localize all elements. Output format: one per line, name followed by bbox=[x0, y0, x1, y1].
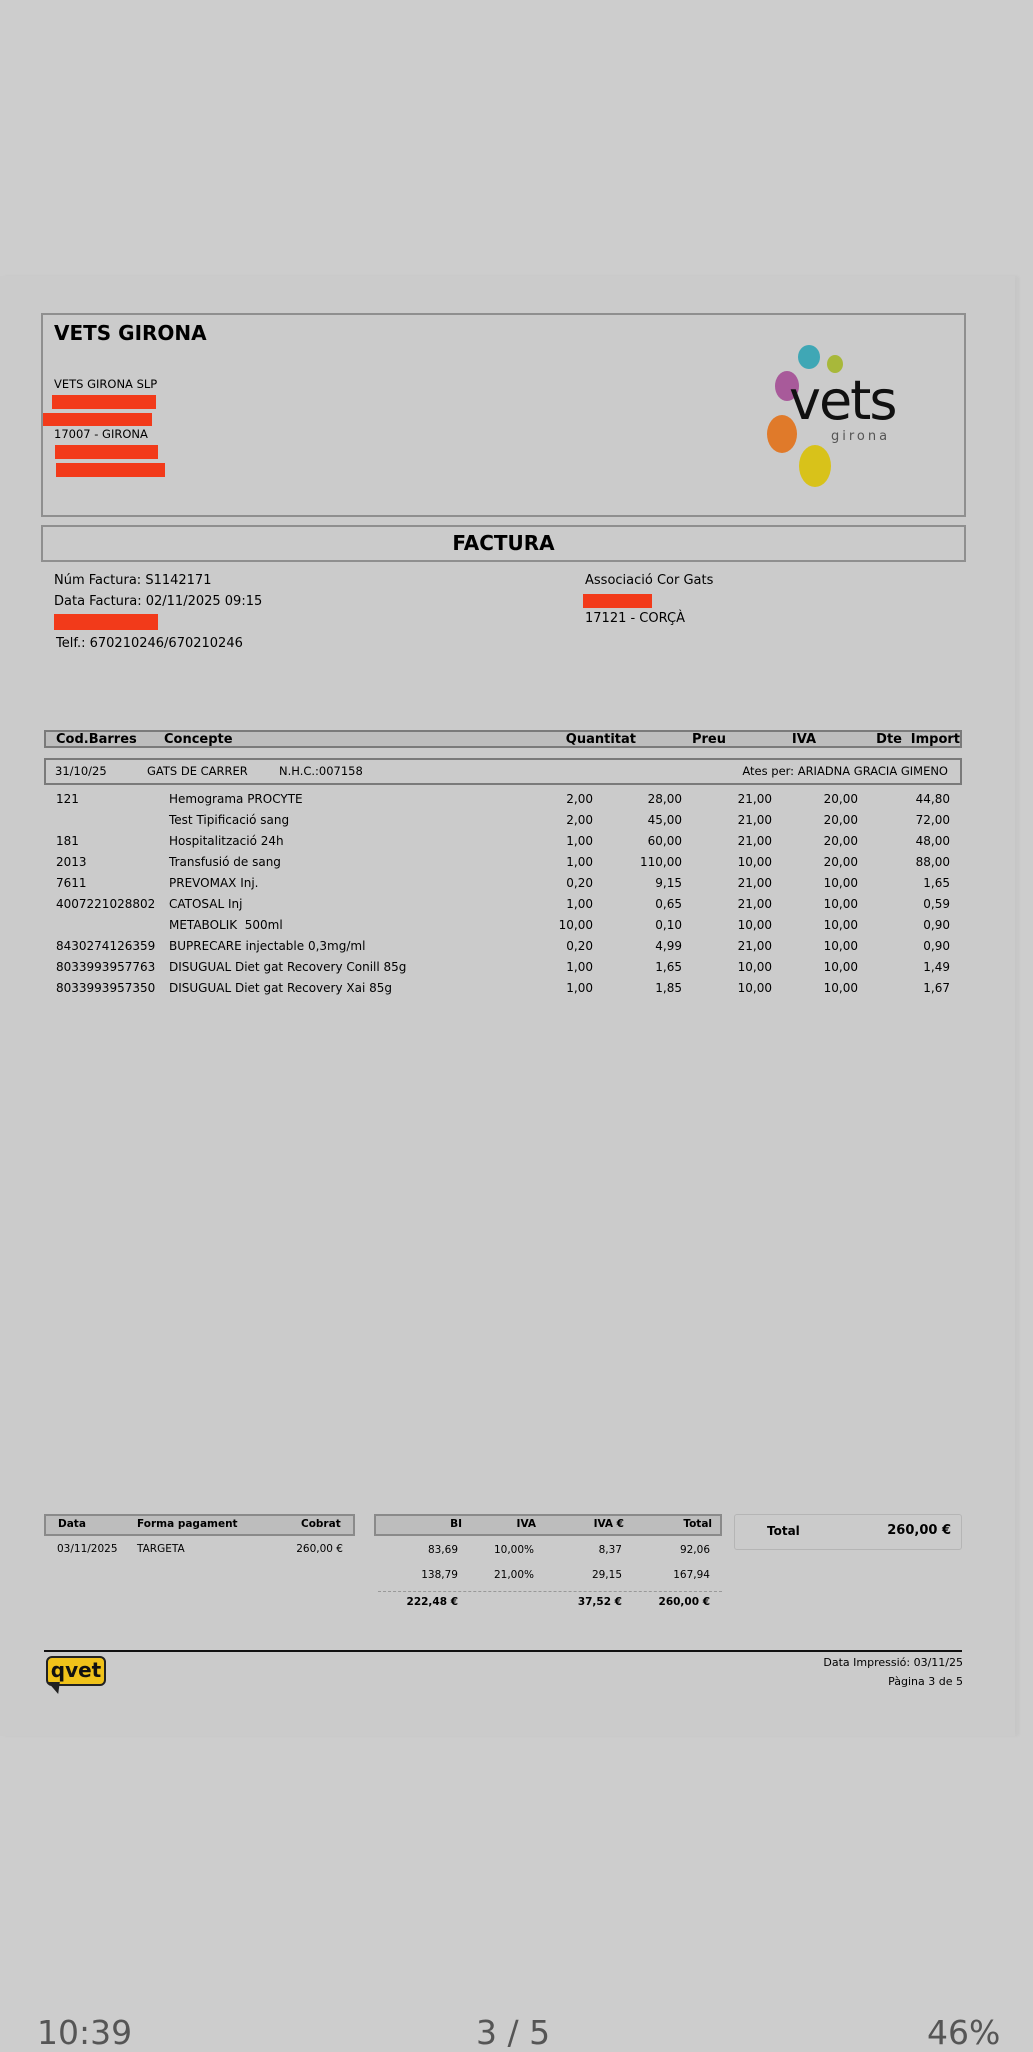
invoice-phone: Telf.: 670210246/670210246 bbox=[56, 636, 243, 651]
tax-iva-eur: 8,37 bbox=[598, 1544, 622, 1556]
col-header-qty: Quantitat bbox=[565, 732, 636, 747]
redaction-bar bbox=[52, 395, 156, 409]
cell-qty: 2,00 bbox=[566, 813, 593, 827]
cell-import: 88,00 bbox=[915, 855, 950, 869]
grand-total-value: 260,00 € bbox=[887, 1523, 951, 1538]
table-row bbox=[0, 810, 1015, 830]
col-header-import: Import bbox=[910, 732, 960, 747]
payment-method: TARGETA bbox=[137, 1543, 185, 1555]
items-table-header bbox=[44, 730, 962, 748]
qvet-logo: qvet bbox=[46, 1656, 106, 1686]
client-city: 17121 - CORÇÀ bbox=[585, 611, 685, 626]
payments-col-amount: Cobrat bbox=[301, 1518, 341, 1530]
cell-code: 121 bbox=[56, 792, 79, 806]
payments-col-method: Forma pagament bbox=[137, 1518, 238, 1530]
cell-concept: BUPRECARE injectable 0,3mg/ml bbox=[169, 939, 366, 953]
vets-logo bbox=[763, 343, 903, 493]
table-row bbox=[0, 957, 1015, 977]
clinic-title: VETS GIRONA bbox=[54, 321, 207, 345]
cell-iva: 21,00 bbox=[737, 792, 772, 806]
doc-title-box bbox=[41, 525, 966, 562]
logo-sub: girona bbox=[831, 429, 891, 444]
cell-iva: 21,00 bbox=[737, 834, 772, 848]
cell-price: 60,00 bbox=[647, 834, 682, 848]
tax-iva: 21,00% bbox=[493, 1569, 534, 1581]
tax-bi: 138,79 bbox=[421, 1569, 458, 1581]
cell-dte: 10,00 bbox=[823, 960, 858, 974]
tax-total-bi: 222,48 € bbox=[406, 1596, 458, 1608]
visit-nhc: N.H.C.:007158 bbox=[279, 764, 363, 778]
cell-dte: 20,00 bbox=[823, 792, 858, 806]
cell-import: 0,90 bbox=[923, 939, 950, 953]
table-row bbox=[0, 936, 1015, 956]
status-time: 10:39 bbox=[37, 2013, 133, 2052]
cell-qty: 1,00 bbox=[566, 981, 593, 995]
cell-qty: 1,00 bbox=[566, 834, 593, 848]
cell-qty: 0,20 bbox=[566, 876, 593, 890]
cell-concept: Transfusió de sang bbox=[169, 855, 281, 869]
redaction-bar bbox=[43, 413, 152, 426]
col-header-concept: Concepte bbox=[164, 732, 233, 747]
taxes-header bbox=[374, 1514, 722, 1536]
cell-dte: 10,00 bbox=[823, 981, 858, 995]
col-header-price: Preu bbox=[691, 732, 726, 747]
cell-concept: DISUGUAL Diet gat Recovery Xai 85g bbox=[169, 981, 393, 995]
taxes-col-iva: IVA bbox=[516, 1518, 536, 1530]
col-header-code: Cod.Barres bbox=[56, 732, 137, 747]
tax-iva-eur: 29,15 bbox=[591, 1569, 622, 1581]
taxes-col-bi: BI bbox=[450, 1518, 462, 1530]
cell-price: 45,00 bbox=[647, 813, 682, 827]
cell-dte: 20,00 bbox=[823, 813, 858, 827]
cell-qty: 1,00 bbox=[566, 897, 593, 911]
cell-code: 2013 bbox=[56, 855, 87, 869]
col-header-iva: IVA bbox=[791, 732, 816, 747]
cell-import: 1,65 bbox=[923, 876, 950, 890]
client-name: Associació Cor Gats bbox=[585, 573, 714, 588]
table-row bbox=[0, 978, 1015, 998]
cell-concept: CATOSAL Inj bbox=[169, 897, 243, 911]
logo-dot-yellow bbox=[799, 445, 831, 487]
invoice-date: Data Factura: 02/11/2025 09:15 bbox=[54, 594, 263, 609]
payment-amount: 260,00 € bbox=[296, 1543, 343, 1555]
table-row bbox=[0, 873, 1015, 893]
cell-import: 44,80 bbox=[915, 792, 950, 806]
header-box bbox=[41, 313, 966, 517]
cell-code: 8033993957350 bbox=[56, 981, 156, 995]
logo-dot-teal bbox=[798, 345, 820, 369]
visit-attended: Ates per: ARIADNA GRACIA GIMENO bbox=[742, 764, 948, 778]
cell-dte: 10,00 bbox=[823, 876, 858, 890]
redaction-bar bbox=[56, 463, 165, 477]
cell-import: 0,59 bbox=[923, 897, 950, 911]
status-page-indicator[interactable]: 3 / 5 bbox=[476, 2013, 551, 2052]
cell-qty: 10,00 bbox=[558, 918, 593, 932]
cell-import: 1,49 bbox=[923, 960, 950, 974]
visit-row bbox=[44, 758, 962, 785]
cell-concept: Hospitalització 24h bbox=[169, 834, 284, 848]
cell-concept: DISUGUAL Diet gat Recovery Conill 85g bbox=[169, 960, 407, 974]
redaction-bar bbox=[54, 614, 158, 630]
cell-qty: 1,00 bbox=[566, 960, 593, 974]
tax-total: 92,06 bbox=[679, 1544, 710, 1556]
cell-dte: 20,00 bbox=[823, 834, 858, 848]
tax-total: 167,94 bbox=[673, 1569, 710, 1581]
logo-word: vets bbox=[789, 369, 896, 432]
cell-iva: 21,00 bbox=[737, 876, 772, 890]
cell-iva: 10,00 bbox=[737, 960, 772, 974]
cell-import: 48,00 bbox=[915, 834, 950, 848]
col-header-dte: Dte bbox=[876, 732, 902, 747]
cell-price: 9,15 bbox=[655, 876, 682, 890]
taxes-col-iva-eur: IVA € bbox=[593, 1518, 624, 1530]
cell-price: 110,00 bbox=[640, 855, 682, 869]
cell-concept: Test Tipificació sang bbox=[169, 813, 290, 827]
company-name: VETS GIRONA SLP bbox=[54, 377, 158, 391]
cell-concept: Hemograma PROCYTE bbox=[169, 792, 303, 806]
table-row bbox=[0, 789, 1015, 809]
cell-import: 72,00 bbox=[915, 813, 950, 827]
cell-code: 4007221028802 bbox=[56, 897, 156, 911]
cell-dte: 20,00 bbox=[823, 855, 858, 869]
tax-iva: 10,00% bbox=[493, 1544, 534, 1556]
doc-title: FACTURA bbox=[452, 531, 555, 555]
cell-iva: 21,00 bbox=[737, 939, 772, 953]
print-date: Data Impressió: 03/11/25 bbox=[823, 1656, 963, 1669]
redaction-bar bbox=[55, 445, 158, 459]
footer-divider bbox=[44, 1650, 962, 1652]
cell-code: 7611 bbox=[56, 876, 87, 890]
cell-iva: 10,00 bbox=[737, 981, 772, 995]
cell-dte: 10,00 bbox=[823, 939, 858, 953]
cell-dte: 10,00 bbox=[823, 918, 858, 932]
cell-price: 28,00 bbox=[647, 792, 682, 806]
cell-dte: 10,00 bbox=[823, 897, 858, 911]
payment-date: 03/11/2025 bbox=[57, 1543, 118, 1555]
cell-iva: 10,00 bbox=[737, 918, 772, 932]
tax-total-iva-eur: 37,52 € bbox=[577, 1596, 622, 1608]
cell-code: 181 bbox=[56, 834, 79, 848]
table-row bbox=[0, 915, 1015, 935]
invoice-page bbox=[0, 276, 1015, 1736]
visit-date: 31/10/25 bbox=[55, 764, 107, 778]
payments-col-date: Data bbox=[58, 1518, 86, 1530]
cell-concept: PREVOMAX Inj. bbox=[169, 876, 259, 890]
company-city: 17007 - GIRONA bbox=[54, 427, 148, 441]
cell-price: 1,85 bbox=[655, 981, 682, 995]
cell-qty: 1,00 bbox=[566, 855, 593, 869]
cell-qty: 0,20 bbox=[566, 939, 593, 953]
table-row bbox=[0, 852, 1015, 872]
table-row bbox=[0, 894, 1015, 914]
cell-import: 1,67 bbox=[923, 981, 950, 995]
status-zoom[interactable]: 46% bbox=[927, 2013, 1001, 2052]
cell-price: 1,65 bbox=[655, 960, 682, 974]
grand-total-label: Total bbox=[767, 1524, 800, 1538]
tax-total-total: 260,00 € bbox=[658, 1596, 710, 1608]
invoice-number: Núm Factura: S1142171 bbox=[54, 573, 212, 588]
cell-iva: 21,00 bbox=[737, 813, 772, 827]
grand-total-box bbox=[734, 1514, 962, 1550]
table-row bbox=[0, 831, 1015, 851]
page-number: Pàgina 3 de 5 bbox=[888, 1675, 963, 1688]
payments-header bbox=[44, 1514, 355, 1536]
cell-price: 0,10 bbox=[655, 918, 682, 932]
cell-price: 4,99 bbox=[655, 939, 682, 953]
cell-concept: METABOLIK 500ml bbox=[169, 918, 283, 932]
visit-patient: GATS DE CARRER bbox=[147, 764, 248, 778]
taxes-divider bbox=[378, 1591, 722, 1592]
cell-iva: 10,00 bbox=[737, 855, 772, 869]
cell-code: 8430274126359 bbox=[56, 939, 156, 953]
cell-iva: 21,00 bbox=[737, 897, 772, 911]
cell-qty: 2,00 bbox=[566, 792, 593, 806]
tax-bi: 83,69 bbox=[427, 1544, 458, 1556]
cell-price: 0,65 bbox=[655, 897, 682, 911]
redaction-bar bbox=[583, 594, 652, 608]
cell-code: 8033993957763 bbox=[56, 960, 156, 974]
cell-import: 0,90 bbox=[923, 918, 950, 932]
taxes-col-total: Total bbox=[683, 1518, 712, 1530]
